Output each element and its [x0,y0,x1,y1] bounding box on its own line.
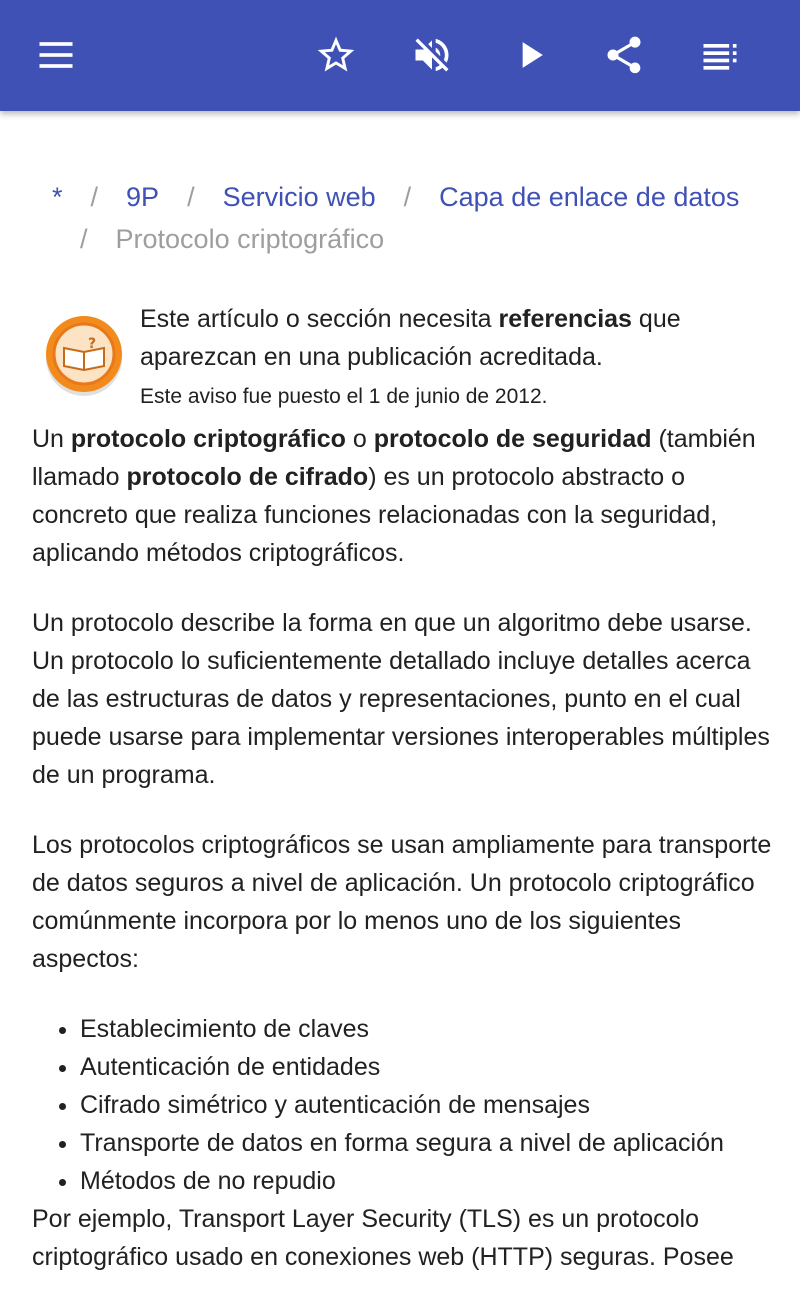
text: Un [32,425,71,453]
breadcrumb-item-capa-enlace[interactable]: Capa de enlace de datos [439,182,740,212]
breadcrumb [52,176,772,260]
text: ) es un protocolo abstracto o concreto que realiza funciones relacionadas con la seguridad, aplicando métodos criptográficos. [32,463,718,567]
breadcrumb-separator: / [403,182,412,212]
play-button[interactable] [500,25,560,85]
aspects-list [32,1010,772,1200]
bold-term: protocolo de seguridad [373,425,652,453]
notice-message [140,300,760,376]
bold-term: protocolo criptográfico [70,425,346,453]
list-item: • Transporte de datos en forma segura a nivel de aplicación [80,1124,772,1162]
menu-button[interactable] [26,25,86,85]
paragraph: Un protocolo describe la forma en que un algoritmo debe usarse. Un protocolo lo suficientemente detallado incluye detalles acerca de las estructuras de datos y representaciones, punto en el cual puede usarse para implementar versiones interoperables múltiples de un programa. [32,609,770,789]
share-icon [602,33,646,77]
star-outline-icon [314,33,358,77]
breadcrumb-current: Protocolo criptográfico [115,224,385,254]
play-icon [508,33,552,77]
notice-text: que aparezcan en una publicación acreditada. [140,305,681,371]
list-item: • Métodos de no repudio [80,1162,772,1200]
breadcrumb-item-root[interactable]: * [52,182,63,212]
breadcrumb-item-9p[interactable]: 9P [126,182,160,212]
list-item: • Establecimiento de claves [80,1010,772,1048]
mute-button[interactable] [402,25,462,85]
book-question-icon [42,312,126,396]
favorite-button[interactable] [306,25,366,85]
text: (también llamado [32,425,756,491]
app-toolbar [0,0,800,111]
paragraph: Los protocolos criptográficos se usan ampliamente para transporte de datos seguros a nivel de aplicación. Un protocolo criptográfico comúnmente incorpora por lo menos uno de los siguientes aspectos: [32,831,772,973]
share-button[interactable] [594,25,654,85]
notice-date: Este aviso fue puesto el 1 de junio de 2012. [140,385,548,408]
text: o [345,425,374,453]
volume-off-icon [410,33,454,77]
paragraph [32,420,772,572]
playlist-button[interactable] [690,25,750,85]
playlist-icon [698,33,742,77]
list-item: • Autenticación de entidades [80,1048,772,1086]
menu-icon [34,33,78,77]
list-item: • Cifrado simétrico y autenticación de mensajes [80,1086,772,1124]
notice-bold: referencias [498,305,632,333]
bold-term: protocolo de cifrado [126,463,369,491]
article-body [32,420,772,1308]
breadcrumb-separator: / [90,182,99,212]
breadcrumb-separator: / [187,182,195,212]
notice-text: Este artículo o sección necesita [140,305,499,333]
svg-text:?: ? [88,336,97,352]
breadcrumb-item-servicio-web[interactable]: Servicio web [222,182,376,212]
paragraph: Por ejemplo, Transport Layer Security (TLS) es un protocolo criptográfico usado en conexiones web (HTTP) seguras. Posee [32,1205,734,1271]
breadcrumb-separator: / [80,224,88,254]
